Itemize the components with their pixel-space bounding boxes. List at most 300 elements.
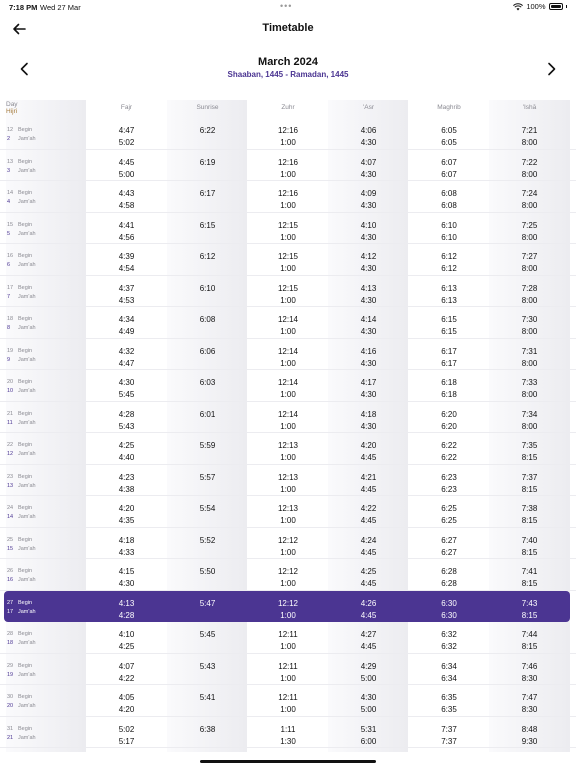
asr-cell bbox=[328, 535, 409, 559]
begin-label: Begin bbox=[18, 725, 33, 732]
sunrise-time: 6:01 bbox=[199, 409, 216, 419]
begin-label: Begin bbox=[18, 410, 33, 417]
fajr-jamah-time: 5:02 bbox=[118, 138, 135, 147]
table-row[interactable] bbox=[0, 654, 576, 686]
maghrib-cell bbox=[409, 472, 489, 496]
asr-begin-time: 4:12 bbox=[360, 252, 377, 261]
maghrib-begin-time: 6:27 bbox=[441, 535, 457, 545]
zuhr-jamah-time: 1:00 bbox=[280, 673, 296, 683]
isha-jamah-time: 8:00 bbox=[521, 421, 538, 431]
fajr-jamah-time: 4:58 bbox=[118, 201, 135, 210]
zuhr-begin-time: 12:14 bbox=[277, 378, 299, 387]
jamah-label: Jam'ah bbox=[18, 230, 36, 237]
sunrise-time: 5:41 bbox=[199, 693, 216, 702]
next-month-button[interactable] bbox=[542, 59, 562, 79]
header-day-label: Day bbox=[6, 101, 18, 108]
sunrise-cell bbox=[167, 629, 248, 641]
fajr-jamah-time: 5:17 bbox=[118, 736, 135, 746]
fajr-begin-time: 4:45 bbox=[118, 157, 135, 167]
gregorian-day: 22 bbox=[7, 442, 14, 448]
hijri-day: 5 bbox=[7, 230, 11, 237]
maghrib-cell bbox=[409, 283, 489, 307]
day-cell bbox=[7, 189, 42, 207]
sunrise-cell bbox=[167, 661, 248, 673]
home-indicator[interactable] bbox=[200, 760, 376, 763]
isha-begin-time: 7:24 bbox=[521, 189, 538, 198]
zuhr-begin-time: 12:12 bbox=[277, 535, 299, 545]
maghrib-cell bbox=[409, 566, 489, 590]
maghrib-begin-time: 6:23 bbox=[441, 472, 457, 482]
table-row[interactable] bbox=[0, 559, 576, 591]
isha-jamah-time: 8:00 bbox=[521, 232, 538, 242]
fajr-cell bbox=[86, 629, 167, 653]
table-row[interactable] bbox=[0, 433, 576, 465]
fajr-begin-time: 4:05 bbox=[118, 693, 135, 702]
jamah-label: Jam'ah bbox=[18, 640, 36, 646]
begin-label: Begin bbox=[18, 158, 33, 165]
fajr-begin-time: 4:30 bbox=[118, 378, 135, 387]
fajr-cell bbox=[86, 283, 167, 307]
sunrise-cell bbox=[167, 125, 248, 137]
zuhr-cell bbox=[248, 629, 328, 653]
asr-cell bbox=[328, 188, 409, 212]
begin-label: Begin bbox=[18, 190, 33, 196]
begin-label: Begin bbox=[18, 694, 33, 700]
gregorian-day: 25 bbox=[7, 536, 14, 543]
jamah-label: Jam'ah bbox=[18, 545, 36, 552]
fajr-cell bbox=[86, 503, 167, 527]
hijri-day: 15 bbox=[7, 545, 14, 552]
fajr-jamah-time: 4:22 bbox=[118, 673, 135, 683]
zuhr-begin-time: 1:11 bbox=[280, 724, 296, 734]
table-row[interactable] bbox=[0, 370, 576, 402]
zuhr-begin-time: 12:16 bbox=[277, 126, 299, 135]
day-cell bbox=[7, 315, 42, 333]
begin-label: Begin bbox=[18, 316, 33, 322]
nav-bar bbox=[0, 14, 576, 42]
fajr-begin-time: 5:02 bbox=[118, 724, 135, 734]
day-cell bbox=[7, 725, 42, 743]
zuhr-jamah-time: 1:00 bbox=[280, 610, 296, 620]
sunrise-time: 5:52 bbox=[199, 535, 216, 545]
table-row[interactable] bbox=[0, 118, 576, 150]
asr-jamah-time: 4:30 bbox=[360, 295, 377, 305]
day-cell bbox=[7, 410, 42, 428]
maghrib-cell bbox=[409, 314, 489, 338]
fajr-jamah-time: 4:56 bbox=[118, 232, 135, 242]
fajr-cell bbox=[86, 346, 167, 370]
table-row[interactable] bbox=[0, 150, 576, 182]
table-row[interactable] bbox=[0, 622, 576, 654]
table-row[interactable] bbox=[0, 685, 576, 717]
zuhr-begin-time: 12:15 bbox=[277, 220, 299, 230]
maghrib-cell bbox=[409, 157, 489, 181]
zuhr-begin-time: 12:15 bbox=[277, 283, 299, 293]
maghrib-cell bbox=[409, 661, 489, 685]
gregorian-day: 19 bbox=[7, 347, 14, 354]
maghrib-jamah-time: 7:37 bbox=[441, 736, 457, 746]
table-row[interactable] bbox=[0, 496, 576, 528]
day-cell bbox=[7, 567, 42, 585]
day-cell bbox=[7, 252, 42, 270]
fajr-begin-time: 4:15 bbox=[118, 567, 135, 576]
gregorian-day: 29 bbox=[7, 662, 14, 669]
day-cell bbox=[7, 662, 42, 680]
zuhr-begin-time: 12:15 bbox=[277, 252, 299, 261]
isha-begin-time: 7:37 bbox=[521, 472, 538, 482]
sunrise-cell bbox=[167, 157, 248, 169]
isha-cell bbox=[489, 692, 570, 716]
gregorian-day: 12 bbox=[7, 127, 14, 133]
asr-jamah-time: 4:45 bbox=[360, 516, 377, 525]
multitasking-dots-icon[interactable]: ••• bbox=[280, 1, 293, 11]
maghrib-begin-time: 6:07 bbox=[441, 157, 457, 167]
isha-jamah-time: 8:00 bbox=[521, 358, 538, 368]
isha-begin-time: 7:47 bbox=[521, 693, 538, 702]
jamah-label: Jam'ah bbox=[18, 325, 36, 331]
asr-jamah-time: 4:30 bbox=[360, 138, 377, 147]
isha-cell bbox=[489, 346, 570, 370]
day-cell bbox=[7, 599, 42, 617]
maghrib-begin-time: 6:30 bbox=[441, 598, 457, 608]
jamah-label: Jam'ah bbox=[18, 356, 36, 363]
sunrise-time: 6:15 bbox=[199, 220, 216, 230]
maghrib-begin-time: 6:22 bbox=[441, 441, 457, 450]
asr-begin-time: 4:17 bbox=[360, 378, 377, 387]
day-cell bbox=[7, 284, 42, 302]
isha-begin-time: 7:27 bbox=[521, 252, 538, 261]
month-header bbox=[0, 52, 576, 86]
gregorian-day: 28 bbox=[7, 631, 14, 637]
zuhr-jamah-time: 1:00 bbox=[280, 201, 296, 210]
hijri-day: 6 bbox=[7, 262, 11, 268]
sunrise-time: 5:54 bbox=[199, 504, 216, 513]
maghrib-jamah-time: 6:35 bbox=[441, 705, 457, 714]
sunrise-cell bbox=[167, 377, 248, 389]
asr-cell bbox=[328, 692, 409, 716]
table-row[interactable] bbox=[0, 244, 576, 276]
asr-cell bbox=[328, 157, 409, 181]
asr-jamah-time: 4:30 bbox=[360, 390, 377, 399]
fajr-begin-time: 4:10 bbox=[118, 630, 135, 639]
isha-jamah-time: 8:30 bbox=[521, 705, 538, 714]
asr-begin-time: 4:20 bbox=[360, 441, 377, 450]
zuhr-begin-time: 12:11 bbox=[278, 661, 298, 671]
fajr-begin-time: 4:34 bbox=[118, 315, 135, 324]
fajr-begin-time: 4:32 bbox=[118, 346, 135, 356]
isha-jamah-time: 8:00 bbox=[521, 264, 538, 273]
zuhr-cell bbox=[248, 251, 328, 275]
sunrise-time: 6:38 bbox=[199, 724, 216, 734]
zuhr-begin-time: 12:13 bbox=[277, 441, 299, 450]
sunrise-time: 5:59 bbox=[199, 441, 216, 450]
asr-jamah-time: 4:30 bbox=[360, 264, 377, 273]
isha-cell bbox=[489, 251, 570, 275]
asr-cell bbox=[328, 377, 409, 401]
begin-label: Begin bbox=[18, 599, 33, 606]
asr-cell bbox=[328, 598, 409, 622]
isha-begin-time: 8:48 bbox=[521, 724, 538, 734]
table-row[interactable] bbox=[0, 402, 576, 434]
asr-begin-time: 4:10 bbox=[360, 220, 377, 230]
table-row[interactable] bbox=[0, 528, 576, 560]
day-cell bbox=[7, 126, 42, 144]
isha-begin-time: 7:35 bbox=[521, 441, 538, 450]
zuhr-cell bbox=[248, 125, 328, 149]
fajr-jamah-time: 4:53 bbox=[118, 295, 135, 305]
zuhr-begin-time: 12:16 bbox=[277, 189, 299, 198]
asr-cell bbox=[328, 566, 409, 590]
gregorian-day: 24 bbox=[7, 505, 14, 511]
jamah-label: Jam'ah bbox=[18, 703, 36, 709]
fajr-cell bbox=[86, 125, 167, 149]
month-title: March 2024 bbox=[258, 56, 318, 68]
day-cell bbox=[7, 378, 42, 396]
zuhr-cell bbox=[248, 157, 328, 181]
day-cell bbox=[7, 630, 42, 648]
maghrib-begin-time: 6:32 bbox=[441, 630, 457, 639]
zuhr-cell bbox=[248, 661, 328, 685]
isha-jamah-time: 8:00 bbox=[521, 169, 538, 179]
sunrise-cell bbox=[167, 566, 248, 578]
hijri-day: 13 bbox=[7, 482, 14, 489]
table-row[interactable] bbox=[0, 339, 576, 371]
isha-cell bbox=[489, 472, 570, 496]
gregorian-day: 30 bbox=[7, 694, 14, 700]
fajr-begin-time: 4:43 bbox=[118, 189, 135, 198]
table-row[interactable] bbox=[0, 465, 576, 497]
gregorian-day: 13 bbox=[7, 158, 14, 165]
fajr-jamah-time: 5:43 bbox=[118, 421, 135, 431]
isha-jamah-time: 8:00 bbox=[521, 201, 538, 210]
isha-cell bbox=[489, 377, 570, 401]
maghrib-jamah-time: 6:10 bbox=[441, 232, 457, 242]
fajr-begin-time: 4:20 bbox=[118, 504, 135, 513]
zuhr-jamah-time: 1:00 bbox=[280, 453, 296, 462]
jamah-label: Jam'ah bbox=[18, 577, 36, 583]
begin-label: Begin bbox=[18, 568, 33, 574]
isha-cell bbox=[489, 661, 570, 685]
jamah-label: Jam'ah bbox=[18, 293, 36, 300]
table-row[interactable] bbox=[0, 307, 576, 339]
zuhr-jamah-time: 1:00 bbox=[280, 705, 296, 714]
isha-begin-time: 7:21 bbox=[521, 126, 538, 135]
asr-jamah-time: 4:45 bbox=[360, 610, 377, 620]
zuhr-begin-time: 12:14 bbox=[277, 346, 299, 356]
zuhr-jamah-time: 1:00 bbox=[280, 390, 296, 399]
isha-cell bbox=[489, 724, 570, 748]
begin-label: Begin bbox=[18, 536, 33, 543]
isha-begin-time: 7:43 bbox=[521, 598, 538, 608]
fajr-cell bbox=[86, 157, 167, 181]
day-cell bbox=[7, 473, 42, 491]
isha-cell bbox=[489, 125, 570, 149]
maghrib-begin-time: 6:15 bbox=[441, 315, 457, 324]
gregorian-day: 23 bbox=[7, 473, 14, 480]
maghrib-begin-time: 6:13 bbox=[441, 283, 457, 293]
asr-jamah-time: 5:00 bbox=[360, 673, 377, 683]
sunrise-time: 5:57 bbox=[199, 472, 216, 482]
zuhr-begin-time: 12:14 bbox=[277, 409, 299, 419]
isha-jamah-time: 8:00 bbox=[521, 390, 538, 399]
zuhr-cell bbox=[248, 724, 328, 748]
zuhr-jamah-time: 1:00 bbox=[280, 358, 296, 368]
maghrib-jamah-time: 6:23 bbox=[441, 484, 457, 494]
asr-begin-time: 4:14 bbox=[360, 315, 377, 324]
asr-begin-time: 4:27 bbox=[360, 630, 377, 639]
maghrib-cell bbox=[409, 629, 489, 653]
table-row[interactable] bbox=[0, 213, 576, 245]
jamah-label: Jam'ah bbox=[18, 608, 36, 615]
fajr-begin-time: 4:28 bbox=[118, 409, 135, 419]
sunrise-cell bbox=[167, 409, 248, 421]
maghrib-begin-time: 6:35 bbox=[441, 693, 457, 702]
maghrib-jamah-time: 6:13 bbox=[441, 295, 457, 305]
isha-jamah-time: 8:00 bbox=[521, 327, 538, 336]
maghrib-jamah-time: 6:30 bbox=[441, 610, 457, 620]
fajr-cell bbox=[86, 598, 167, 622]
isha-jamah-time: 8:30 bbox=[521, 673, 538, 683]
fajr-cell bbox=[86, 661, 167, 685]
day-cell bbox=[7, 693, 42, 711]
isha-begin-time: 7:31 bbox=[521, 346, 538, 356]
hijri-day: 9 bbox=[7, 356, 11, 363]
fajr-begin-time: 4:23 bbox=[118, 472, 135, 482]
asr-begin-time: 4:30 bbox=[360, 693, 377, 702]
hijri-day: 19 bbox=[7, 671, 14, 678]
table-header bbox=[0, 100, 576, 118]
sunrise-cell bbox=[167, 283, 248, 295]
jamah-label: Jam'ah bbox=[18, 734, 36, 741]
sunrise-time: 6:19 bbox=[199, 157, 216, 167]
isha-begin-time: 7:25 bbox=[521, 220, 538, 230]
maghrib-cell bbox=[409, 125, 489, 149]
begin-label: Begin bbox=[18, 221, 33, 228]
day-cell bbox=[7, 158, 42, 176]
table-row[interactable] bbox=[0, 181, 576, 213]
zuhr-cell bbox=[248, 220, 328, 244]
page-title: Timetable bbox=[262, 22, 314, 34]
asr-cell bbox=[328, 283, 409, 307]
isha-cell bbox=[489, 220, 570, 244]
table-row[interactable] bbox=[0, 717, 576, 749]
fajr-cell bbox=[86, 535, 167, 559]
zuhr-cell bbox=[248, 283, 328, 307]
zuhr-begin-time: 12:13 bbox=[277, 472, 299, 482]
fajr-cell bbox=[86, 377, 167, 401]
zuhr-cell bbox=[248, 346, 328, 370]
hijri-day: 20 bbox=[7, 703, 14, 709]
isha-jamah-time: 8:15 bbox=[521, 453, 538, 462]
header-day bbox=[6, 101, 18, 115]
header-sunrise: Sunrise bbox=[196, 104, 219, 111]
fajr-begin-time: 4:07 bbox=[118, 661, 135, 671]
begin-label: Begin bbox=[18, 662, 33, 669]
asr-jamah-time: 4:30 bbox=[360, 421, 377, 431]
maghrib-jamah-time: 6:17 bbox=[441, 358, 457, 368]
maghrib-jamah-time: 6:07 bbox=[441, 169, 457, 179]
sunrise-cell bbox=[167, 346, 248, 358]
isha-cell bbox=[489, 409, 570, 433]
sunrise-time: 6:17 bbox=[199, 189, 216, 198]
asr-begin-time: 4:26 bbox=[360, 598, 377, 608]
asr-jamah-time: 4:45 bbox=[360, 547, 377, 557]
asr-jamah-time: 4:45 bbox=[360, 579, 377, 588]
sunrise-time: 5:43 bbox=[199, 661, 216, 671]
isha-cell bbox=[489, 598, 570, 622]
asr-cell bbox=[328, 503, 409, 527]
isha-cell bbox=[489, 314, 570, 338]
asr-cell bbox=[328, 409, 409, 433]
asr-begin-time: 4:06 bbox=[360, 126, 377, 135]
fajr-begin-time: 4:18 bbox=[118, 535, 135, 545]
maghrib-cell bbox=[409, 251, 489, 275]
isha-cell bbox=[489, 440, 570, 464]
maghrib-jamah-time: 6:18 bbox=[441, 390, 457, 399]
fajr-cell bbox=[86, 692, 167, 716]
jamah-label: Jam'ah bbox=[18, 199, 36, 205]
gregorian-day: 31 bbox=[7, 725, 14, 732]
maghrib-jamah-time: 6:34 bbox=[441, 673, 457, 683]
maghrib-jamah-time: 6:32 bbox=[441, 642, 457, 651]
table-row-today[interactable] bbox=[4, 591, 570, 623]
maghrib-jamah-time: 6:27 bbox=[441, 547, 457, 557]
table-row[interactable] bbox=[0, 276, 576, 308]
gregorian-day: 15 bbox=[7, 221, 14, 228]
zuhr-begin-time: 12:12 bbox=[277, 598, 299, 608]
hijri-day: 17 bbox=[7, 608, 14, 615]
zuhr-cell bbox=[248, 409, 328, 433]
isha-begin-time: 7:46 bbox=[521, 661, 538, 671]
fajr-jamah-time: 4:28 bbox=[118, 610, 135, 620]
maghrib-cell bbox=[409, 440, 489, 464]
jamah-label: Jam'ah bbox=[18, 419, 36, 426]
header-isha: 'Ishā bbox=[522, 104, 537, 111]
hijri-day: 16 bbox=[7, 577, 14, 583]
isha-begin-time: 7:30 bbox=[521, 315, 538, 324]
sunrise-cell bbox=[167, 314, 248, 326]
status-time: 7:18 PM bbox=[9, 3, 38, 12]
fajr-jamah-time: 4:49 bbox=[118, 327, 135, 336]
hijri-month-range: Shaaban, 1445 - Ramadan, 1445 bbox=[227, 70, 349, 79]
begin-label: Begin bbox=[18, 442, 33, 448]
zuhr-jamah-time: 1:00 bbox=[280, 579, 296, 588]
maghrib-begin-time: 6:10 bbox=[441, 220, 457, 230]
asr-cell bbox=[328, 220, 409, 244]
fajr-cell bbox=[86, 566, 167, 590]
jamah-label: Jam'ah bbox=[18, 388, 36, 394]
asr-jamah-time: 4:30 bbox=[360, 327, 377, 336]
fajr-jamah-time: 4:20 bbox=[118, 705, 135, 714]
fajr-cell bbox=[86, 440, 167, 464]
maghrib-cell bbox=[409, 220, 489, 244]
isha-cell bbox=[489, 188, 570, 212]
maghrib-begin-time: 6:17 bbox=[441, 346, 457, 356]
maghrib-begin-time: 6:25 bbox=[441, 504, 457, 513]
asr-begin-time: 4:07 bbox=[360, 157, 377, 167]
sunrise-cell bbox=[167, 503, 248, 515]
begin-label: Begin bbox=[18, 379, 33, 385]
header-asr: 'Asr bbox=[363, 104, 374, 111]
begin-label: Begin bbox=[18, 127, 33, 133]
asr-cell bbox=[328, 346, 409, 370]
timetable-rows[interactable] bbox=[0, 118, 576, 748]
zuhr-begin-time: 12:14 bbox=[277, 315, 299, 324]
asr-cell bbox=[328, 629, 409, 653]
begin-label: Begin bbox=[18, 347, 33, 354]
gregorian-day: 18 bbox=[7, 316, 14, 322]
maghrib-begin-time: 6:18 bbox=[441, 378, 457, 387]
